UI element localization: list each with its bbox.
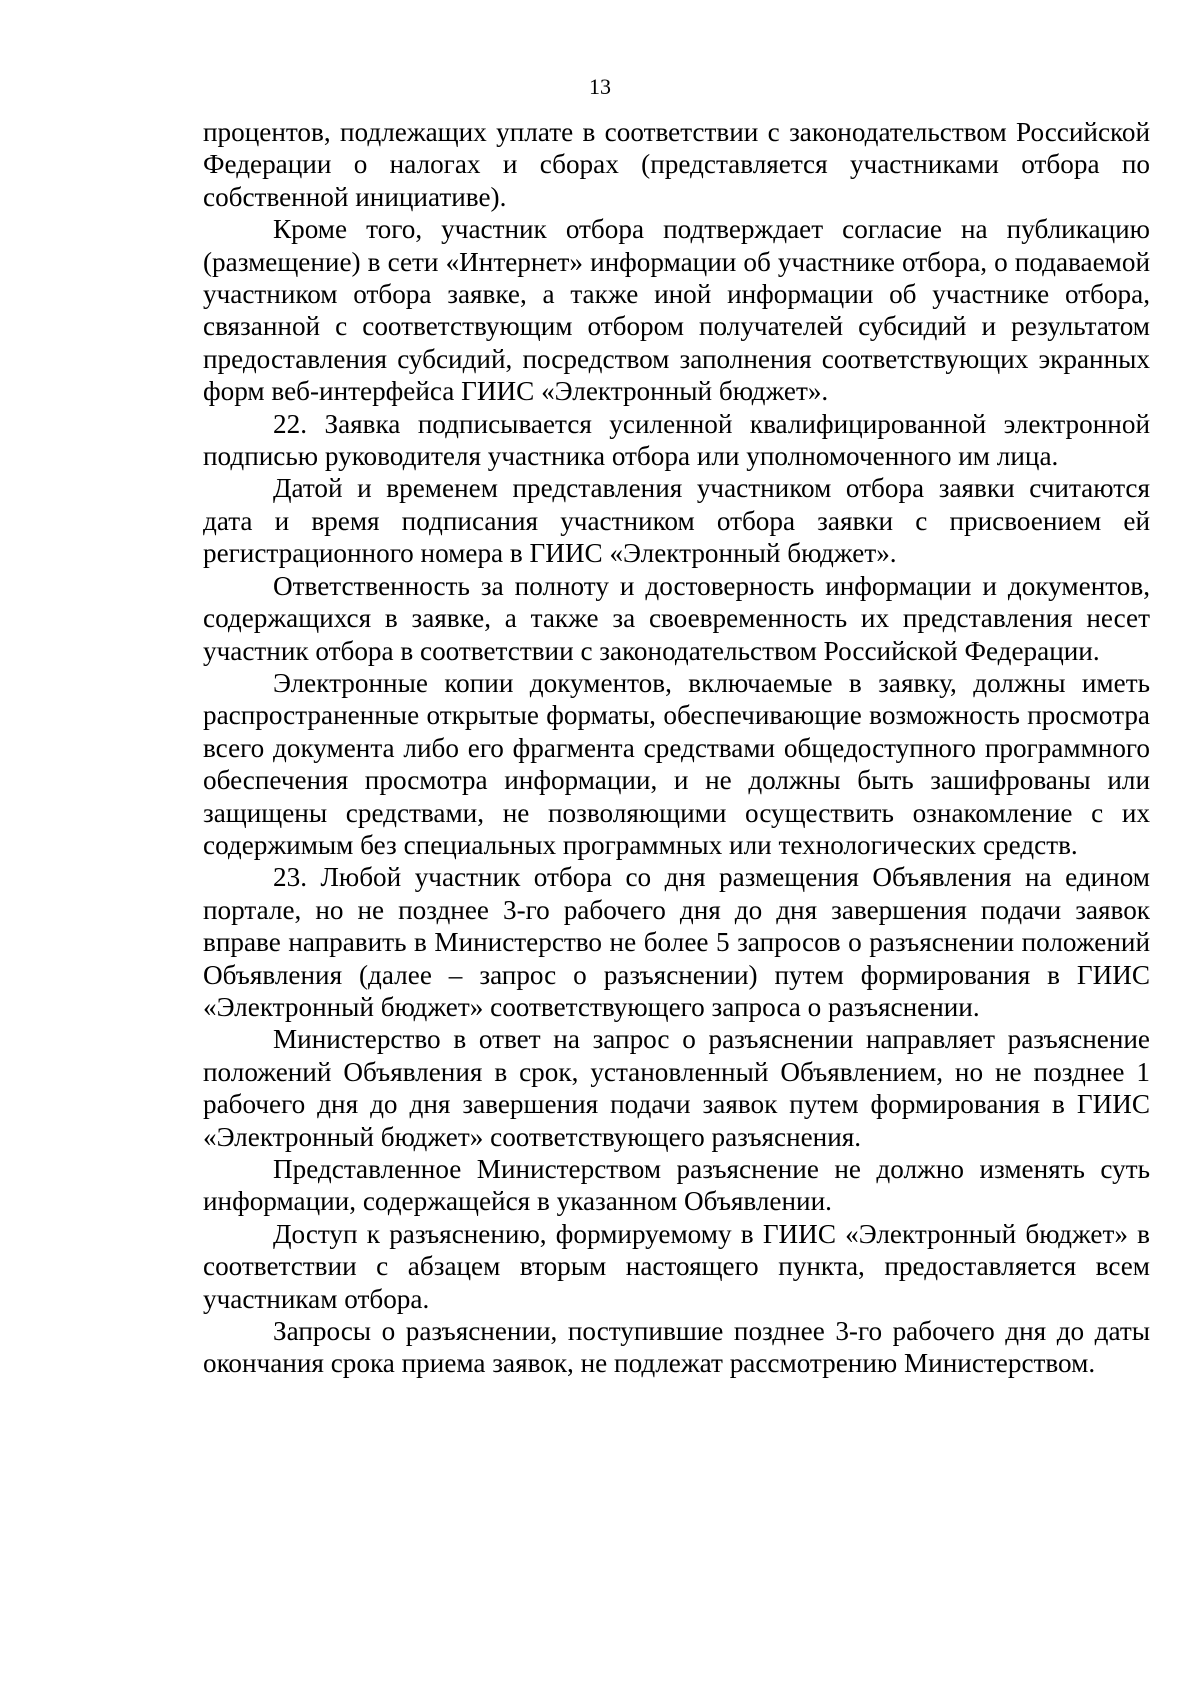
paragraph-clarification-scope: Представленное Министерством разъяснение не должно изменять суть информации, содержащейся в указанном Объявлении.: [203, 1154, 1150, 1217]
page-number: 13: [589, 74, 611, 99]
paragraph-23-clarification-requests: 23. Любой участник отбора со дня размещения Объявления на едином портале, но не позднее 3-го рабочего дня до дня завершения подачи заявок вправе направить в Министерство не более 5 запросов о разъяснении положений Объявления (далее – запрос о разъяснении) путем формирования в ГИИС «Электронный бюджет» соответствующего запроса о разъяснении.: [203, 862, 1150, 1022]
paragraph-electronic-copies: Электронные копии документов, включаемые в заявку, должны иметь распространенные открытые форматы, обеспечивающие возможность просмотра всего документа либо его фрагмента средствами общедоступного программного обеспечения просмотра информации, и не должны быть зашифрованы или защищены средствами, не позволяющими осуществить ознакомление с их содержимым без специальных программных или технологических средств.: [203, 667, 1150, 860]
paragraph-ministry-response: Министерство в ответ на запрос о разъяснении направляет разъяснение положений Объявления в срок, установленный Объявлением, но не позднее 1 рабочего дня до дня завершения подачи заявок путем формирования в ГИИС «Электронный бюджет» соответствующего разъяснения.: [203, 1024, 1150, 1152]
paragraph-22-signature: 22. Заявка подписывается усиленной квалифицированной электронной подписью руководителя участника отбора или уполномоченного им лица.: [203, 408, 1150, 472]
paragraph-consent-publication: Кроме того, участник отбора подтверждает согласие на публикацию (размещение) в сети «Интернет» информации об участнике отбора, о подаваемой участником отбора заявке, а также иной информации об участнике отбора, связанной с соответствующим отбором получателей субсидий и результатом предоставления субсидий, посредством заполнения соответствующих экранных форм веб-интерфейса ГИИС «Электронный бюджет».: [203, 214, 1150, 407]
document-body: [203, 116, 1150, 1380]
paragraph-responsibility: Ответственность за полноту и достоверность информации и документов, содержащихся в заявке, а также за своевременность их представления несет участник отбора в соответствии с законодательством Российской Федерации.: [203, 570, 1150, 666]
paragraph-continued: процентов, подлежащих уплате в соответствии с законодательством Российской Федерации о налогах и сборах (представляется участниками отбора по собственной инициативе).: [203, 117, 1150, 212]
paragraph-submission-date: Датой и временем представления участником отбора заявки считаются дата и время подписания участником отбора заявки с присвоением ей регистрационного номера в ГИИС «Электронный бюджет».: [203, 473, 1150, 569]
paragraph-clarification-access: Доступ к разъяснению, формируемому в ГИИС «Электронный бюджет» в соответствии с абзацем вторым настоящего пункта, предоставляется всем участникам отбора.: [203, 1218, 1150, 1314]
paragraph-late-requests: Запросы о разъяснении, поступившие позднее 3-го рабочего дня до даты окончания срока приема заявок, не подлежат рассмотрению Министерством.: [203, 1316, 1150, 1379]
